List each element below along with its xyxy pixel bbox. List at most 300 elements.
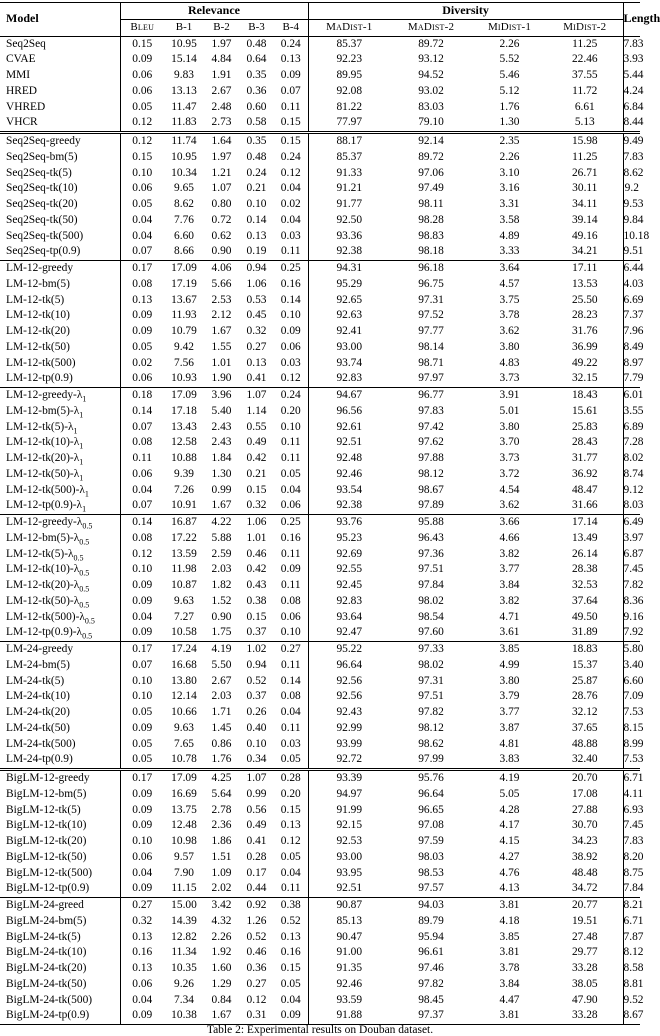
b1-cell: 10.38 xyxy=(164,1008,204,1024)
midist2-cell: 20.70 xyxy=(547,770,623,787)
madist1-cell: 85.13 xyxy=(308,914,390,930)
length-header: Length xyxy=(623,3,640,37)
length-cell: 3.40 xyxy=(623,658,640,674)
madist2-cell: 97.84 xyxy=(418,579,444,591)
bleu-cell: 0.04 xyxy=(120,483,164,499)
bleu-cell: 0.10 xyxy=(120,834,164,850)
b4-cell: 0.13 xyxy=(280,819,301,832)
model-cell: LM-12-tp(0.9) xyxy=(6,372,73,385)
b4-cell: 0.11 xyxy=(281,547,301,560)
b4-cell: 0.06 xyxy=(280,340,301,353)
midist2-cell: 32.15 xyxy=(571,372,598,385)
b1-cell: 10.35 xyxy=(171,962,197,974)
model-cell: BigLM-24-tk(10) xyxy=(6,946,87,959)
madist2-cell: 98.02 xyxy=(418,594,444,607)
b4-cell: 0.11 xyxy=(281,436,301,449)
b1-cell: 11.15 xyxy=(171,882,197,895)
madist2-cell: 83.03 xyxy=(418,100,444,113)
length-cell: 6.87 xyxy=(623,547,640,563)
madist1-cell: 85.37 xyxy=(308,150,390,166)
b4-cell: 0.03 xyxy=(280,737,301,750)
madist1-cell: 92.15 xyxy=(308,818,390,834)
table-row xyxy=(0,404,640,420)
length-cell: 7.53 xyxy=(623,752,640,769)
b4-cell: 0.15 xyxy=(280,116,301,129)
midist1-cell: 3.70 xyxy=(499,436,520,449)
madist2-cell: 97.88 xyxy=(418,452,444,464)
model-cell: Seq2Seq-greedy xyxy=(0,133,120,150)
b4-cell: 0.10 xyxy=(280,420,301,433)
b3-cell: 0.32 xyxy=(246,325,267,337)
midist2-cell: 32.40 xyxy=(571,753,598,766)
model-cell: BigLM-24-tk(20) xyxy=(6,962,87,974)
madist1-cell: 89.95 xyxy=(308,68,390,84)
b3-cell: 0.19 xyxy=(246,245,267,258)
model-cell: BigLM-24-tp(0.9) xyxy=(0,1008,120,1024)
midist2-cell: 37.65 xyxy=(571,721,598,734)
b2-cell: 0.62 xyxy=(211,229,232,242)
midist1-cell: 4.71 xyxy=(499,610,520,623)
length-cell: 6.93 xyxy=(623,803,640,819)
midist1-cell: 3.81 xyxy=(472,898,547,914)
midist1-cell: 5.52 xyxy=(499,53,520,66)
bleu-cell: 0.04 xyxy=(120,866,164,882)
b2-cell: 5.64 xyxy=(211,787,232,800)
b1-cell: 9.42 xyxy=(174,340,194,353)
midist1-cell: 3.58 xyxy=(499,213,520,226)
b3-cell: 0.36 xyxy=(246,962,267,974)
b1-cell: 10.79 xyxy=(171,325,197,337)
model-cell: CVAE xyxy=(6,53,36,66)
b3-cell: 0.21 xyxy=(246,467,267,480)
length-cell: 8.12 xyxy=(623,945,640,961)
midist1-cell: 4.81 xyxy=(499,737,520,750)
midist2-cell: 34.21 xyxy=(571,245,598,258)
madist1-cell: 92.51 xyxy=(308,881,390,897)
length-cell: 8.15 xyxy=(623,721,640,737)
madist2-cell: 97.59 xyxy=(418,835,444,847)
madist1-cell: 92.50 xyxy=(308,213,390,229)
madist2-cell: 92.14 xyxy=(390,133,472,150)
b1-cell: 17.19 xyxy=(171,277,197,290)
b2-cell: 1.97 xyxy=(204,36,239,52)
midist2-header: MiDist-2 xyxy=(563,20,607,33)
bleu-cell: 0.04 xyxy=(120,213,164,229)
madist1-cell: 92.51 xyxy=(308,435,390,451)
b2-cell: 1.07 xyxy=(211,182,232,195)
b4-cell: 0.04 xyxy=(280,213,301,226)
model-cell: VHRED xyxy=(6,100,46,113)
b3-cell: 0.36 xyxy=(246,84,267,97)
madist1-cell: 81.22 xyxy=(308,100,390,116)
length-cell: 3.97 xyxy=(623,531,640,547)
b1-cell: 10.58 xyxy=(171,626,197,639)
b1-cell: 14.39 xyxy=(171,914,197,927)
b2-cell: 2.59 xyxy=(211,547,232,560)
madist1-cell: 92.99 xyxy=(308,721,390,737)
b4-cell: 0.10 xyxy=(280,626,301,639)
midist1-cell: 3.85 xyxy=(472,642,547,658)
bleu-cell: 0.17 xyxy=(120,261,164,277)
b4-cell: 0.09 xyxy=(280,69,301,81)
madist2-cell: 93.12 xyxy=(418,53,444,66)
madist1-cell: 92.23 xyxy=(308,52,390,68)
madist1-cell: 92.47 xyxy=(308,625,390,641)
midist2-cell: 34.23 xyxy=(571,835,598,847)
midist2-cell: 20.77 xyxy=(547,898,623,914)
midist2-cell: 39.14 xyxy=(571,213,598,226)
madist2-cell: 98.12 xyxy=(418,467,444,480)
table-row xyxy=(0,420,640,436)
madist2-cell: 97.89 xyxy=(418,499,444,512)
length-cell: 9.2 xyxy=(623,181,640,197)
b3-cell: 0.41 xyxy=(246,835,267,847)
bleu-cell: 0.06 xyxy=(120,371,164,387)
table-row xyxy=(0,881,640,897)
table-row xyxy=(0,803,640,819)
b4-cell: 0.11 xyxy=(281,721,301,734)
model-cell: LM-24-greedy xyxy=(0,642,120,658)
b4-cell: 0.05 xyxy=(280,977,301,990)
length-cell: 3.55 xyxy=(623,404,640,420)
madist2-cell: 89.72 xyxy=(390,36,472,52)
b2-cell: 1.75 xyxy=(211,626,232,639)
b3-cell: 0.45 xyxy=(246,309,267,322)
bleu-cell: 0.06 xyxy=(120,467,164,483)
midist2-cell: 11.25 xyxy=(547,36,623,52)
midist2-cell: 19.51 xyxy=(571,914,598,927)
model-cell: $LM-12-tk(500)-\lambda_1$ xyxy=(6,483,89,498)
model-cell: LM-12-tk(50) xyxy=(6,340,70,353)
midist1-cell: 3.80 xyxy=(499,340,520,353)
b4-cell: 0.07 xyxy=(280,84,301,97)
model-cell: BigLM-24-tk(5) xyxy=(6,930,81,943)
midist1-cell: 4.28 xyxy=(499,803,520,816)
midist2-cell: 27.88 xyxy=(571,803,598,816)
bleu-header: Bleu xyxy=(120,19,164,36)
midist1-cell: 4.17 xyxy=(499,819,520,832)
midist1-cell: 4.57 xyxy=(499,277,520,290)
b2-cell: 4.19 xyxy=(204,642,239,658)
bleu-cell: 0.10 xyxy=(120,562,164,578)
relevance-header: Relevance xyxy=(120,3,308,20)
madist1-cell: 92.65 xyxy=(308,293,390,309)
b4-cell: 0.06 xyxy=(280,499,301,512)
b4-cell: 0.27 xyxy=(274,642,308,658)
b2-cell: 1.92 xyxy=(211,946,232,959)
bleu-cell: 0.10 xyxy=(120,166,164,182)
midist1-cell: 3.72 xyxy=(499,467,520,480)
midist2-cell: 36.92 xyxy=(571,467,598,480)
b4-cell: 0.09 xyxy=(280,563,301,576)
b3-cell: 0.12 xyxy=(246,993,267,1006)
b3-cell: 0.31 xyxy=(239,1008,274,1024)
madist1-cell: 91.00 xyxy=(308,945,390,961)
bleu-cell: 0.08 xyxy=(120,277,164,293)
results-body xyxy=(0,36,650,1025)
b3-cell: 0.46 xyxy=(246,946,267,959)
b2-cell: 0.99 xyxy=(211,483,232,496)
midist1-cell: 3.64 xyxy=(472,261,547,277)
madist2-cell: 95.88 xyxy=(390,515,472,531)
bleu-cell: 0.14 xyxy=(120,404,164,420)
model-cell: BigLM-24-greed xyxy=(0,898,120,914)
b1-cell: 10.34 xyxy=(171,166,197,179)
midist2-cell: 31.77 xyxy=(571,452,598,464)
midist1-cell: 3.31 xyxy=(499,198,520,210)
b1-header: B-1 xyxy=(175,20,193,33)
length-cell: 5.44 xyxy=(623,68,640,84)
madist2-cell: 89.79 xyxy=(418,914,444,927)
length-cell: 9.84 xyxy=(623,213,640,229)
header-row-1 xyxy=(0,3,640,20)
midist1-cell: 3.77 xyxy=(499,563,520,576)
b4-cell: 0.05 xyxy=(280,850,301,863)
model-cell: $LM-12-tk(500)-\lambda_{0.5}$ xyxy=(6,610,95,625)
length-cell: 7.83 xyxy=(623,834,640,850)
length-cell: 10.18 xyxy=(623,229,640,245)
table-row xyxy=(0,787,640,803)
model-cell: BigLM-12-tp(0.9) xyxy=(6,882,90,895)
table-row xyxy=(0,84,640,100)
bleu-cell: 0.15 xyxy=(120,150,164,166)
b3-cell: 0.13 xyxy=(246,356,267,369)
madist1-cell: 92.83 xyxy=(308,594,390,610)
b1-cell: 12.82 xyxy=(171,930,197,943)
table-row xyxy=(0,483,640,499)
madist1-cell: 92.72 xyxy=(308,752,390,769)
b4-cell: 0.11 xyxy=(281,245,301,258)
madist1-cell: 91.88 xyxy=(308,1008,390,1024)
b4-cell: 0.12 xyxy=(280,372,301,385)
madist1-cell: 93.76 xyxy=(308,515,390,531)
b1-cell: 13.59 xyxy=(171,547,197,560)
midist1-cell: 3.81 xyxy=(472,1008,547,1024)
madist2-cell: 98.12 xyxy=(418,721,444,734)
bleu-cell: 0.09 xyxy=(120,803,164,819)
b1-cell: 9.65 xyxy=(174,182,194,195)
madist1-cell: 90.87 xyxy=(308,898,390,914)
table-row xyxy=(0,705,640,721)
midist1-cell: 5.01 xyxy=(499,404,520,417)
table-row xyxy=(0,340,640,356)
model-cell: $LM-12-greedy-\lambda_1$ xyxy=(0,388,120,404)
b1-cell: 7.27 xyxy=(174,610,194,623)
madist2-cell: 96.65 xyxy=(418,803,444,816)
madist1-cell: 96.64 xyxy=(308,658,390,674)
madist1-cell: 95.29 xyxy=(308,277,390,293)
madist1-cell: 77.97 xyxy=(308,115,390,132)
midist1-cell: 3.66 xyxy=(472,515,547,531)
b1-cell: 9.63 xyxy=(174,594,194,607)
length-cell: 8.49 xyxy=(623,340,640,356)
b2-cell: 1.67 xyxy=(211,499,232,512)
length-cell: 6.60 xyxy=(623,674,640,690)
b4-cell: 0.11 xyxy=(281,882,301,895)
bleu-cell: 0.18 xyxy=(120,388,164,404)
madist2-cell: 96.75 xyxy=(418,277,444,290)
table-caption: Table 2: Experimental results on Douban dataset. xyxy=(206,1024,434,1036)
model-cell: LM-24-tp(0.9) xyxy=(6,753,73,766)
midist2-cell: 18.83 xyxy=(547,642,623,658)
midist2-cell: 34.72 xyxy=(571,882,598,895)
b2-cell: 2.12 xyxy=(211,309,232,322)
table-row xyxy=(0,371,640,387)
midist1-cell: 3.75 xyxy=(499,293,520,306)
model-cell: BigLM-12-tk(5) xyxy=(6,803,81,816)
model-cell: $LM-12-tk(5)-\lambda_{0.5}$ xyxy=(6,547,84,562)
madist1-cell: 88.17 xyxy=(308,133,390,150)
b4-cell: 0.28 xyxy=(274,770,308,787)
madist1-cell: 92.46 xyxy=(308,977,390,993)
b3-cell: 0.34 xyxy=(246,753,267,766)
b1-cell: 17.18 xyxy=(171,404,197,417)
b2-cell: 0.72 xyxy=(211,213,232,226)
bleu-cell: 0.10 xyxy=(120,689,164,705)
midist1-cell: 4.13 xyxy=(499,882,520,895)
table-row xyxy=(0,850,640,866)
midist1-cell: 2.35 xyxy=(472,133,547,150)
table-row xyxy=(0,594,640,610)
midist1-cell: 3.78 xyxy=(499,309,520,322)
madist2-cell: 89.72 xyxy=(418,150,444,163)
bleu-cell: 0.16 xyxy=(120,945,164,961)
b3-cell: 0.10 xyxy=(246,198,267,210)
madist1-cell: 92.56 xyxy=(308,674,390,690)
b3-cell: 0.56 xyxy=(246,803,267,816)
madist2-cell: 98.83 xyxy=(418,229,444,242)
midist2-cell: 15.98 xyxy=(547,133,623,150)
model-cell: HRED xyxy=(6,84,38,97)
b4-cell: 0.03 xyxy=(280,356,301,369)
b2-cell: 1.71 xyxy=(211,706,232,718)
bleu-cell: 0.15 xyxy=(120,36,164,52)
b2-cell: 1.21 xyxy=(211,166,232,179)
b4-cell: 0.08 xyxy=(280,690,301,703)
bleu-cell: 0.04 xyxy=(120,229,164,245)
model-cell: $LM-12-greedy-\lambda_{0.5}$ xyxy=(0,515,120,531)
bleu-cell: 0.09 xyxy=(120,721,164,737)
model-cell: BigLM-12-tk(50) xyxy=(6,850,87,863)
b4-cell: 0.20 xyxy=(280,404,301,417)
madist2-cell: 98.03 xyxy=(418,850,444,863)
midist2-cell: 47.90 xyxy=(571,993,598,1006)
midist2-cell: 15.61 xyxy=(571,404,598,417)
madist2-cell: 98.54 xyxy=(418,610,444,623)
b2-cell: 1.45 xyxy=(211,721,232,734)
b1-cell: 7.56 xyxy=(174,356,194,369)
b3-cell: 0.43 xyxy=(246,579,267,591)
midist1-header: MiDist-1 xyxy=(487,20,532,33)
b4-cell: 0.24 xyxy=(274,388,308,404)
b2-cell: 3.42 xyxy=(204,898,239,914)
table-row xyxy=(0,658,640,674)
madist1-cell: 93.36 xyxy=(308,229,390,245)
bleu-cell: 0.13 xyxy=(120,930,164,946)
b4-cell: 0.05 xyxy=(280,753,301,766)
bleu-cell: 0.05 xyxy=(120,705,164,721)
midist1-cell: 5.46 xyxy=(499,69,520,81)
b1-cell: 10.95 xyxy=(171,150,197,163)
midist1-cell: 1.30 xyxy=(499,116,520,129)
b2-cell: 1.30 xyxy=(211,467,232,480)
table-row xyxy=(0,578,640,594)
b2-cell: 2.73 xyxy=(211,116,232,129)
b2-cell: 4.32 xyxy=(211,914,232,927)
midist2-cell: 33.28 xyxy=(547,1008,623,1024)
b3-cell: 0.52 xyxy=(246,930,267,943)
bleu-cell: 0.32 xyxy=(120,914,164,930)
madist1-cell: 93.00 xyxy=(308,340,390,356)
length-cell: 7.96 xyxy=(623,324,640,340)
length-cell: 8.36 xyxy=(623,594,640,610)
b1-cell: 12.14 xyxy=(171,690,197,703)
table-row xyxy=(0,166,640,182)
b3-cell: 0.26 xyxy=(246,706,267,718)
model-cell: BigLM-24-bm(5) xyxy=(6,914,87,927)
model-cell: Seq2Seq-tk(5) xyxy=(6,166,72,179)
b2-cell: 1.67 xyxy=(204,1008,239,1024)
bleu-cell: 0.17 xyxy=(120,642,164,658)
madist2-cell: 98.67 xyxy=(418,483,444,496)
madist2-cell: 97.42 xyxy=(418,420,444,433)
model-cell: LM-12-tk(20) xyxy=(6,325,70,337)
b2-cell: 4.84 xyxy=(211,53,232,66)
midist2-cell: 30.70 xyxy=(571,819,598,832)
madist1-cell: 92.53 xyxy=(308,834,390,850)
midist1-cell: 3.81 xyxy=(499,946,520,959)
b2-cell: 1.29 xyxy=(211,977,232,990)
b1-cell: 8.62 xyxy=(174,198,194,210)
madist2-cell: 98.14 xyxy=(418,340,444,353)
table-row xyxy=(0,308,640,324)
madist2-cell: 97.60 xyxy=(418,626,444,639)
midist1-cell: 3.80 xyxy=(499,420,520,433)
madist2-cell: 97.62 xyxy=(418,436,444,449)
madist1-cell: 91.99 xyxy=(308,803,390,819)
model-cell: LM-24-tk(50) xyxy=(6,721,70,734)
b3-cell: 0.40 xyxy=(246,721,267,734)
b1-cell: 10.88 xyxy=(171,452,197,464)
madist1-cell: 93.00 xyxy=(308,850,390,866)
bleu-cell: 0.06 xyxy=(120,850,164,866)
table-row xyxy=(0,213,640,229)
b2-cell: 1.09 xyxy=(211,866,232,879)
midist1-cell: 3.73 xyxy=(499,452,520,464)
madist1-cell: 92.69 xyxy=(308,547,390,563)
midist2-cell: 28.43 xyxy=(571,436,598,449)
b3-cell: 0.64 xyxy=(246,53,267,66)
length-cell: 8.97 xyxy=(623,356,640,372)
b2-cell: 4.25 xyxy=(204,770,239,787)
table-row xyxy=(0,961,640,977)
table-row xyxy=(0,36,640,52)
madist2-cell: 97.52 xyxy=(418,309,444,322)
table-row xyxy=(0,68,640,84)
midist2-cell: 37.55 xyxy=(571,69,598,81)
madist2-cell: 96.43 xyxy=(418,531,444,544)
midist2-cell: 48.48 xyxy=(571,866,598,879)
model-cell: $LM-12-tk(50)-\lambda_{0.5}$ xyxy=(6,594,90,610)
table-row xyxy=(0,818,640,834)
b2-cell: 5.50 xyxy=(211,658,232,671)
b1-cell: 10.66 xyxy=(171,706,197,718)
model-cell: Seq2Seq-tk(10) xyxy=(6,182,78,195)
length-cell: 4.11 xyxy=(623,787,640,803)
b1-cell: 17.09 xyxy=(164,261,204,277)
madist1-cell: 91.21 xyxy=(308,181,390,197)
table-row xyxy=(0,977,640,993)
